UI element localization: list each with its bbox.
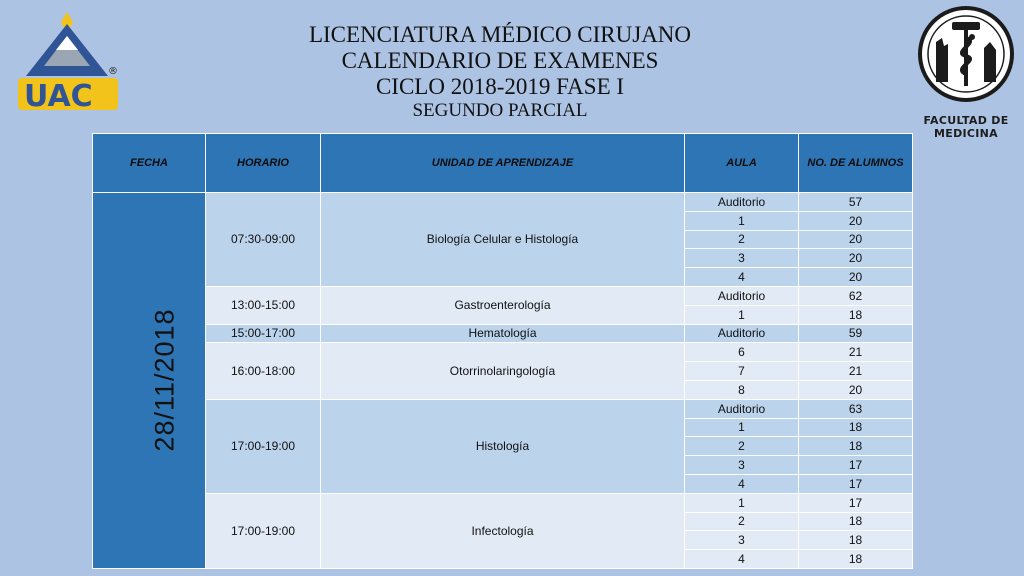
- table-row: [93, 399, 913, 418]
- title-block: [230, 22, 770, 122]
- exam-schedule-table: [92, 133, 913, 569]
- table-row: [93, 343, 913, 362]
- alumnos-cell: 18: [799, 531, 913, 550]
- date-cell: [93, 193, 206, 569]
- table-row: [93, 286, 913, 305]
- horario-cell: 15:00-17:00: [206, 324, 321, 343]
- aula-cell: 1: [685, 493, 799, 512]
- alumnos-cell: 18: [799, 550, 913, 569]
- uac-emblem-icon: [12, 10, 124, 116]
- alumnos-cell: 21: [799, 343, 913, 362]
- medical-seal-icon: [914, 4, 1018, 108]
- header-aula: AULA: [685, 134, 799, 193]
- aula-cell: 1: [685, 211, 799, 230]
- horario-cell: 07:30-09:00: [206, 193, 321, 287]
- exam-date: 28/11/2018: [149, 308, 180, 453]
- aula-cell: Auditorio: [685, 286, 799, 305]
- alumnos-cell: 62: [799, 286, 913, 305]
- unidad-cell: Histología: [321, 399, 685, 493]
- title-program: LICENCIATURA MÉDICO CIRUJANO: [308, 22, 692, 47]
- unidad-cell: Otorrinolaringología: [321, 343, 685, 399]
- alumnos-cell: 21: [799, 362, 913, 381]
- alumnos-cell: 63: [799, 399, 913, 418]
- title-cycle: CICLO 2018-2019 FASE I: [375, 74, 625, 99]
- facultad-medicina-logo: [914, 4, 1018, 144]
- unidad-cell: Hematología: [321, 324, 685, 343]
- alumnos-cell: 18: [799, 512, 913, 531]
- table-row: [93, 193, 913, 212]
- title-calendar: CALENDARIO DE EXAMENES: [341, 48, 659, 73]
- alumnos-cell: 18: [799, 418, 913, 437]
- alumnos-cell: 20: [799, 249, 913, 268]
- facultad-line: FACULTAD DE: [923, 114, 1009, 127]
- alumnos-cell: 20: [799, 268, 913, 287]
- horario-cell: 16:00-18:00: [206, 343, 321, 399]
- aula-cell: Auditorio: [685, 399, 799, 418]
- alumnos-cell: 59: [799, 324, 913, 343]
- medicina-line: MEDICINA: [934, 127, 998, 140]
- alumnos-cell: 20: [799, 211, 913, 230]
- facultad-medicina-text: [914, 114, 1018, 140]
- horario-cell: 13:00-15:00: [206, 286, 321, 324]
- aula-cell: 7: [685, 362, 799, 381]
- aula-cell: 8: [685, 380, 799, 399]
- table-body: [93, 193, 913, 569]
- aula-cell: 6: [685, 343, 799, 362]
- alumnos-cell: 17: [799, 474, 913, 493]
- horario-cell: 17:00-19:00: [206, 399, 321, 493]
- uac-logo-text: UAC: [24, 79, 93, 114]
- header-fecha: FECHA: [93, 134, 206, 193]
- alumnos-cell: 18: [799, 437, 913, 456]
- header-alumnos: NO. DE ALUMNOS: [799, 134, 913, 193]
- header-horario: HORARIO: [206, 134, 321, 193]
- aula-cell: 4: [685, 474, 799, 493]
- alumnos-cell: 57: [799, 193, 913, 212]
- alumnos-cell: 17: [799, 493, 913, 512]
- aula-cell: 3: [685, 531, 799, 550]
- aula-cell: 2: [685, 230, 799, 249]
- title-partial: SEGUNDO PARCIAL: [412, 100, 588, 121]
- unidad-cell: Gastroenterología: [321, 286, 685, 324]
- aula-cell: 3: [685, 249, 799, 268]
- header-unidad: UNIDAD DE APRENDIZAJE: [321, 134, 685, 193]
- table-header-row: [93, 134, 913, 193]
- aula-cell: 1: [685, 418, 799, 437]
- registered-mark: ®: [108, 66, 118, 77]
- alumnos-cell: 18: [799, 305, 913, 324]
- aula-cell: 1: [685, 305, 799, 324]
- unidad-cell: Biología Celular e Histología: [321, 193, 685, 287]
- aula-cell: 4: [685, 550, 799, 569]
- uac-logo: [12, 10, 124, 116]
- aula-cell: 2: [685, 512, 799, 531]
- aula-cell: 4: [685, 268, 799, 287]
- aula-cell: 3: [685, 456, 799, 475]
- table-row: [93, 493, 913, 512]
- aula-cell: Auditorio: [685, 324, 799, 343]
- horario-cell: 17:00-19:00: [206, 493, 321, 568]
- alumnos-cell: 20: [799, 380, 913, 399]
- table-row: [93, 324, 913, 343]
- alumnos-cell: 20: [799, 230, 913, 249]
- unidad-cell: Infectología: [321, 493, 685, 568]
- aula-cell: Auditorio: [685, 193, 799, 212]
- alumnos-cell: 17: [799, 456, 913, 475]
- aula-cell: 2: [685, 437, 799, 456]
